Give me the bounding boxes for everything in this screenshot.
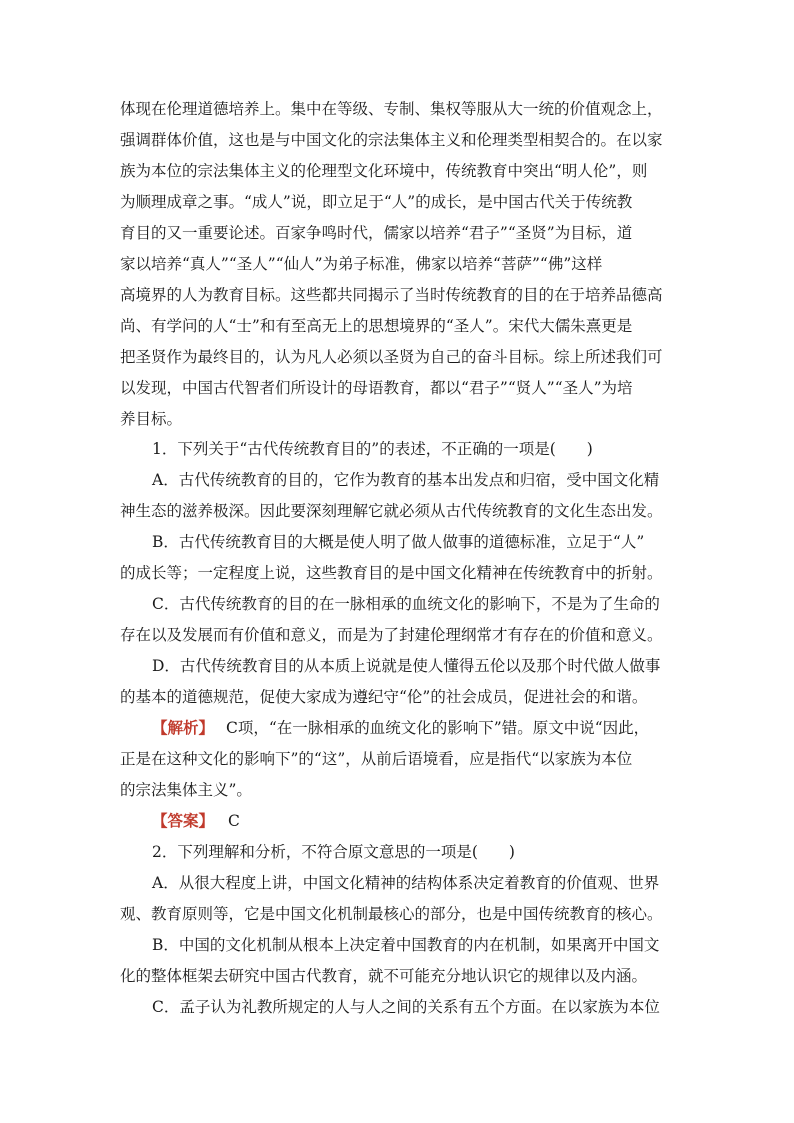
question-2-stem: 2．下列理解和分析，不符合原文意思的一项是( ) bbox=[152, 843, 515, 861]
q1-option-c-line1: C．古代传统教育的目的在一脉相承的血统文化的影响下，不是为了生命的 bbox=[152, 595, 660, 613]
passage-line: 以发现，中国古代智者们所设计的母语教育，都以“君子”“贤人”“圣人”为培 bbox=[120, 379, 633, 397]
q2-option-a-line1: A．从很大程度上讲，中国文化精神的结构体系决定着教育的价值观、世界 bbox=[152, 874, 660, 892]
passage bbox=[120, 94, 680, 435]
passage-line: 把圣贤作为最终目的，认为凡人必须以圣贤为自己的奋斗目标。综上所述我们可 bbox=[120, 348, 663, 366]
answer-label: 【答案】 bbox=[152, 812, 215, 830]
answer-value: C bbox=[228, 812, 240, 830]
passage-line: 养目标。 bbox=[120, 410, 183, 428]
passage-line: 育目的又一重要论述。百家争鸣时代，儒家以培养“君子”“圣贤”为目标，道 bbox=[120, 224, 633, 242]
q1-option-a-line2: 神生态的滋养极深。因此要深刻理解它就必须从古代传统教育的文化生态出发。 bbox=[120, 502, 663, 520]
q1-analysis-line2: 正是在这种文化的影响下”的“这”，从前后语境看，应是指代“以家族为本位 bbox=[120, 750, 633, 768]
passage-line: 高境界的人为教育目标。这些都共同揭示了当时传统教育的目的在于培养品德高 bbox=[120, 286, 663, 304]
q1-option-b-line1: B．古代传统教育目的大概是使人明了做人做事的道德标准，立足于“人” bbox=[152, 533, 645, 551]
q2-option-a-line2: 观、教育原则等，它是中国文化机制最核心的部分，也是中国传统教育的核心。 bbox=[120, 905, 663, 923]
q1-analysis-line3: 的宗法集体主义”。 bbox=[120, 781, 252, 799]
q1-option-a-line1: A．古代传统教育的目的，它作为教育的基本出发点和归宿，受中国文化精 bbox=[152, 471, 660, 489]
q2-option-c-line1: C．孟子认为礼教所规定的人与人之间的关系有五个方面。在以家族为本位 bbox=[152, 998, 660, 1016]
passage-line: 体现在伦理道德培养上。集中在等级、专制、集权等服从大一统的价值观念上， bbox=[120, 100, 663, 118]
question-1-stem: 1．下列关于“古代传统教育目的”的表述，不正确的一项是( ) bbox=[152, 440, 593, 458]
analysis-label: 【解析】 bbox=[152, 719, 215, 737]
analysis-text: C项，“在一脉相承的血统文化的影响下”错。原文中说“因此， bbox=[226, 719, 650, 737]
q1-option-d-line2: 的基本的道德规范，促使大家成为遵纪守“伦”的社会成员，促进社会的和谐。 bbox=[120, 688, 648, 706]
q1-option-c-line2: 存在以及发展而有价值和意义，而是为了封建伦理纲常才有存在的价值和意义。 bbox=[120, 626, 663, 644]
passage-line: 族为本位的宗法集体主义的伦理型文化环境中，传统教育中突出“明人伦”，则 bbox=[120, 162, 648, 180]
q1-option-d-line1: D．古代传统教育目的从本质上说就是使人懂得五伦以及那个时代做人做事 bbox=[152, 657, 661, 675]
q2-option-b-line2: 化的整体框架去研究中国古代教育，就不可能充分地认识它的规律以及内涵。 bbox=[120, 967, 648, 985]
passage-line: 为顺理成章之事。“成人”说，即立足于“人”的成长，是中国古代关于传统教 bbox=[120, 193, 633, 211]
passage-line: 强调群体价值，这也是与中国文化的宗法集体主义和伦理类型相契合的。在以家 bbox=[120, 131, 663, 149]
questions bbox=[120, 434, 680, 1023]
q1-option-b-line2: 的成长等；一定程度上说，这些教育目的是中国文化精神在传统教育中的折射。 bbox=[120, 564, 663, 582]
q1-answer bbox=[120, 806, 680, 837]
passage-line: 尚、有学问的人“士”和有至高无上的思想境界的“圣人”。宋代大儒朱熹更是 bbox=[120, 317, 633, 335]
q2-option-b-line1: B．中国的文化机制从根本上决定着中国教育的内在机制，如果离开中国文 bbox=[152, 936, 660, 954]
q1-analysis-line1 bbox=[120, 713, 680, 744]
passage-line: 家以培养“真人”“圣人”“仙人”为弟子标准，佛家以培养“菩萨”“佛”这样 bbox=[120, 255, 603, 273]
